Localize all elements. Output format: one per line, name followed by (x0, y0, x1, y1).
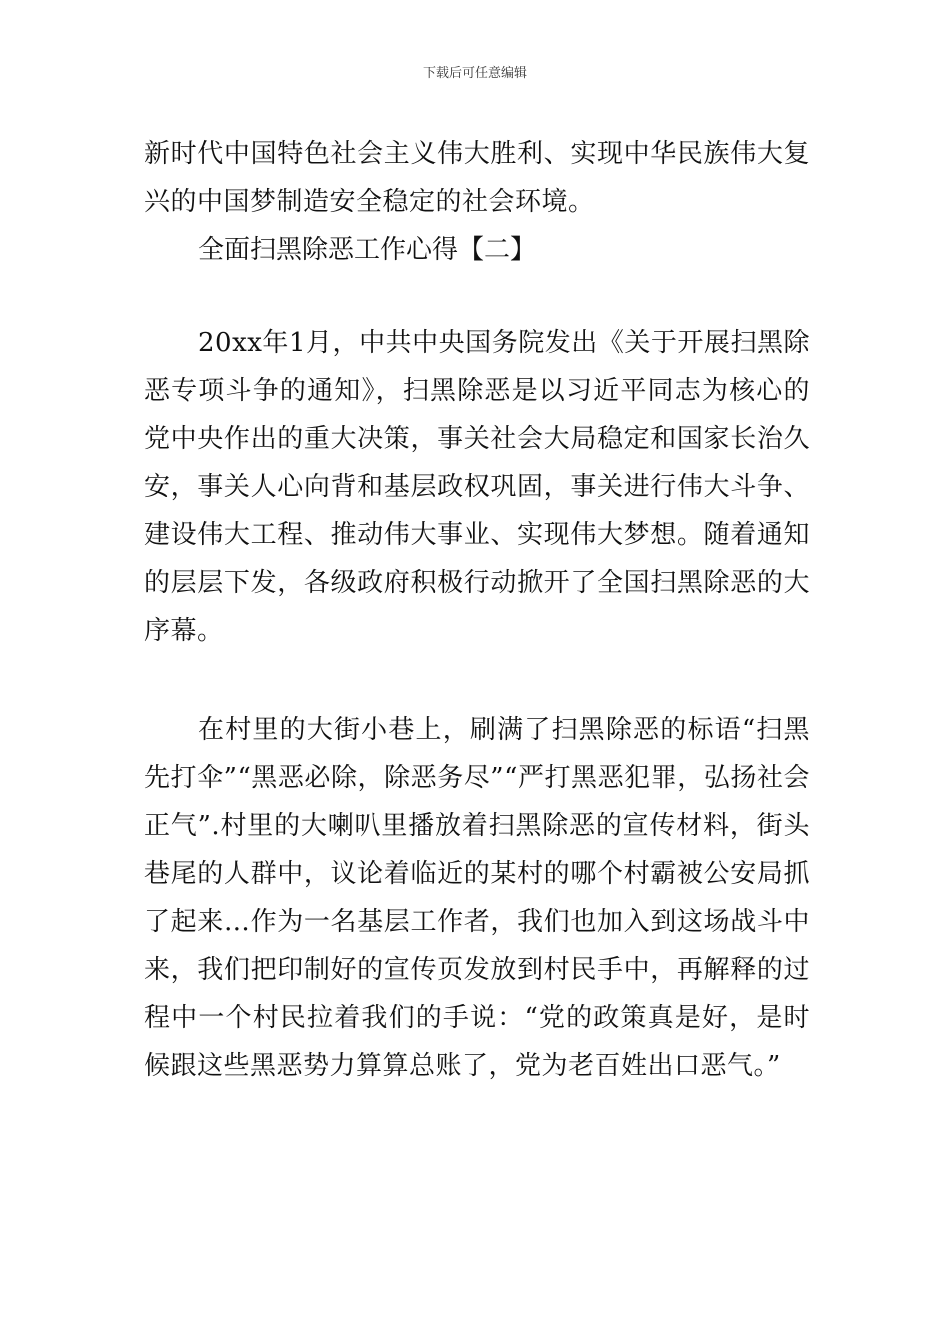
body-paragraph-1: 20xx年1月，中共中央国务院发出《关于开展扫黑除恶专项斗争的通知》，扫黑除恶是以习近平同志为核心的党中央作出的重大决策，事关社会大局稳定和国家长治久安，事关人心向背和基层政权巩固，事关进行伟大斗争、建设伟大工程、推动伟大事业、实现伟大梦想。随着通知的层层下发，各级政府积极行动掀开了全国扫黑除恶的大序幕。 (144, 328, 810, 646)
page-header: 下载后可任意编辑 (422, 66, 527, 81)
section-title: 全面扫黑除恶工作心得【二】 (198, 235, 537, 265)
document-body (144, 130, 810, 1090)
body-paragraph-2: 在村里的大街小巷上，刷满了扫黑除恶的标语“扫黑先打伞”“黑恶必除，除恶务尽”“严打黑恶犯罪，弘扬社会正气”.村里的大喇叭里播放着扫黑除恶的宣传材料，街头巷尾的人群中，议论着临近的某村的哪个村霸被公安局抓了起来…作为一名基层工作者，我们也加入到这场战斗中来，我们把印制好的宣传页发放到村民手中，再解释的过程中一个村民拉着我们的手说：“党的政策真是好，是时候跟这些黑恶势力算算总账了，党为老百姓出口恶气。” (144, 715, 810, 1081)
intro-paragraph: 新时代中国特色社会主义伟大胜利、实现中华民族伟大复兴的中国梦制造安全稳定的社会环境。 (144, 139, 810, 217)
